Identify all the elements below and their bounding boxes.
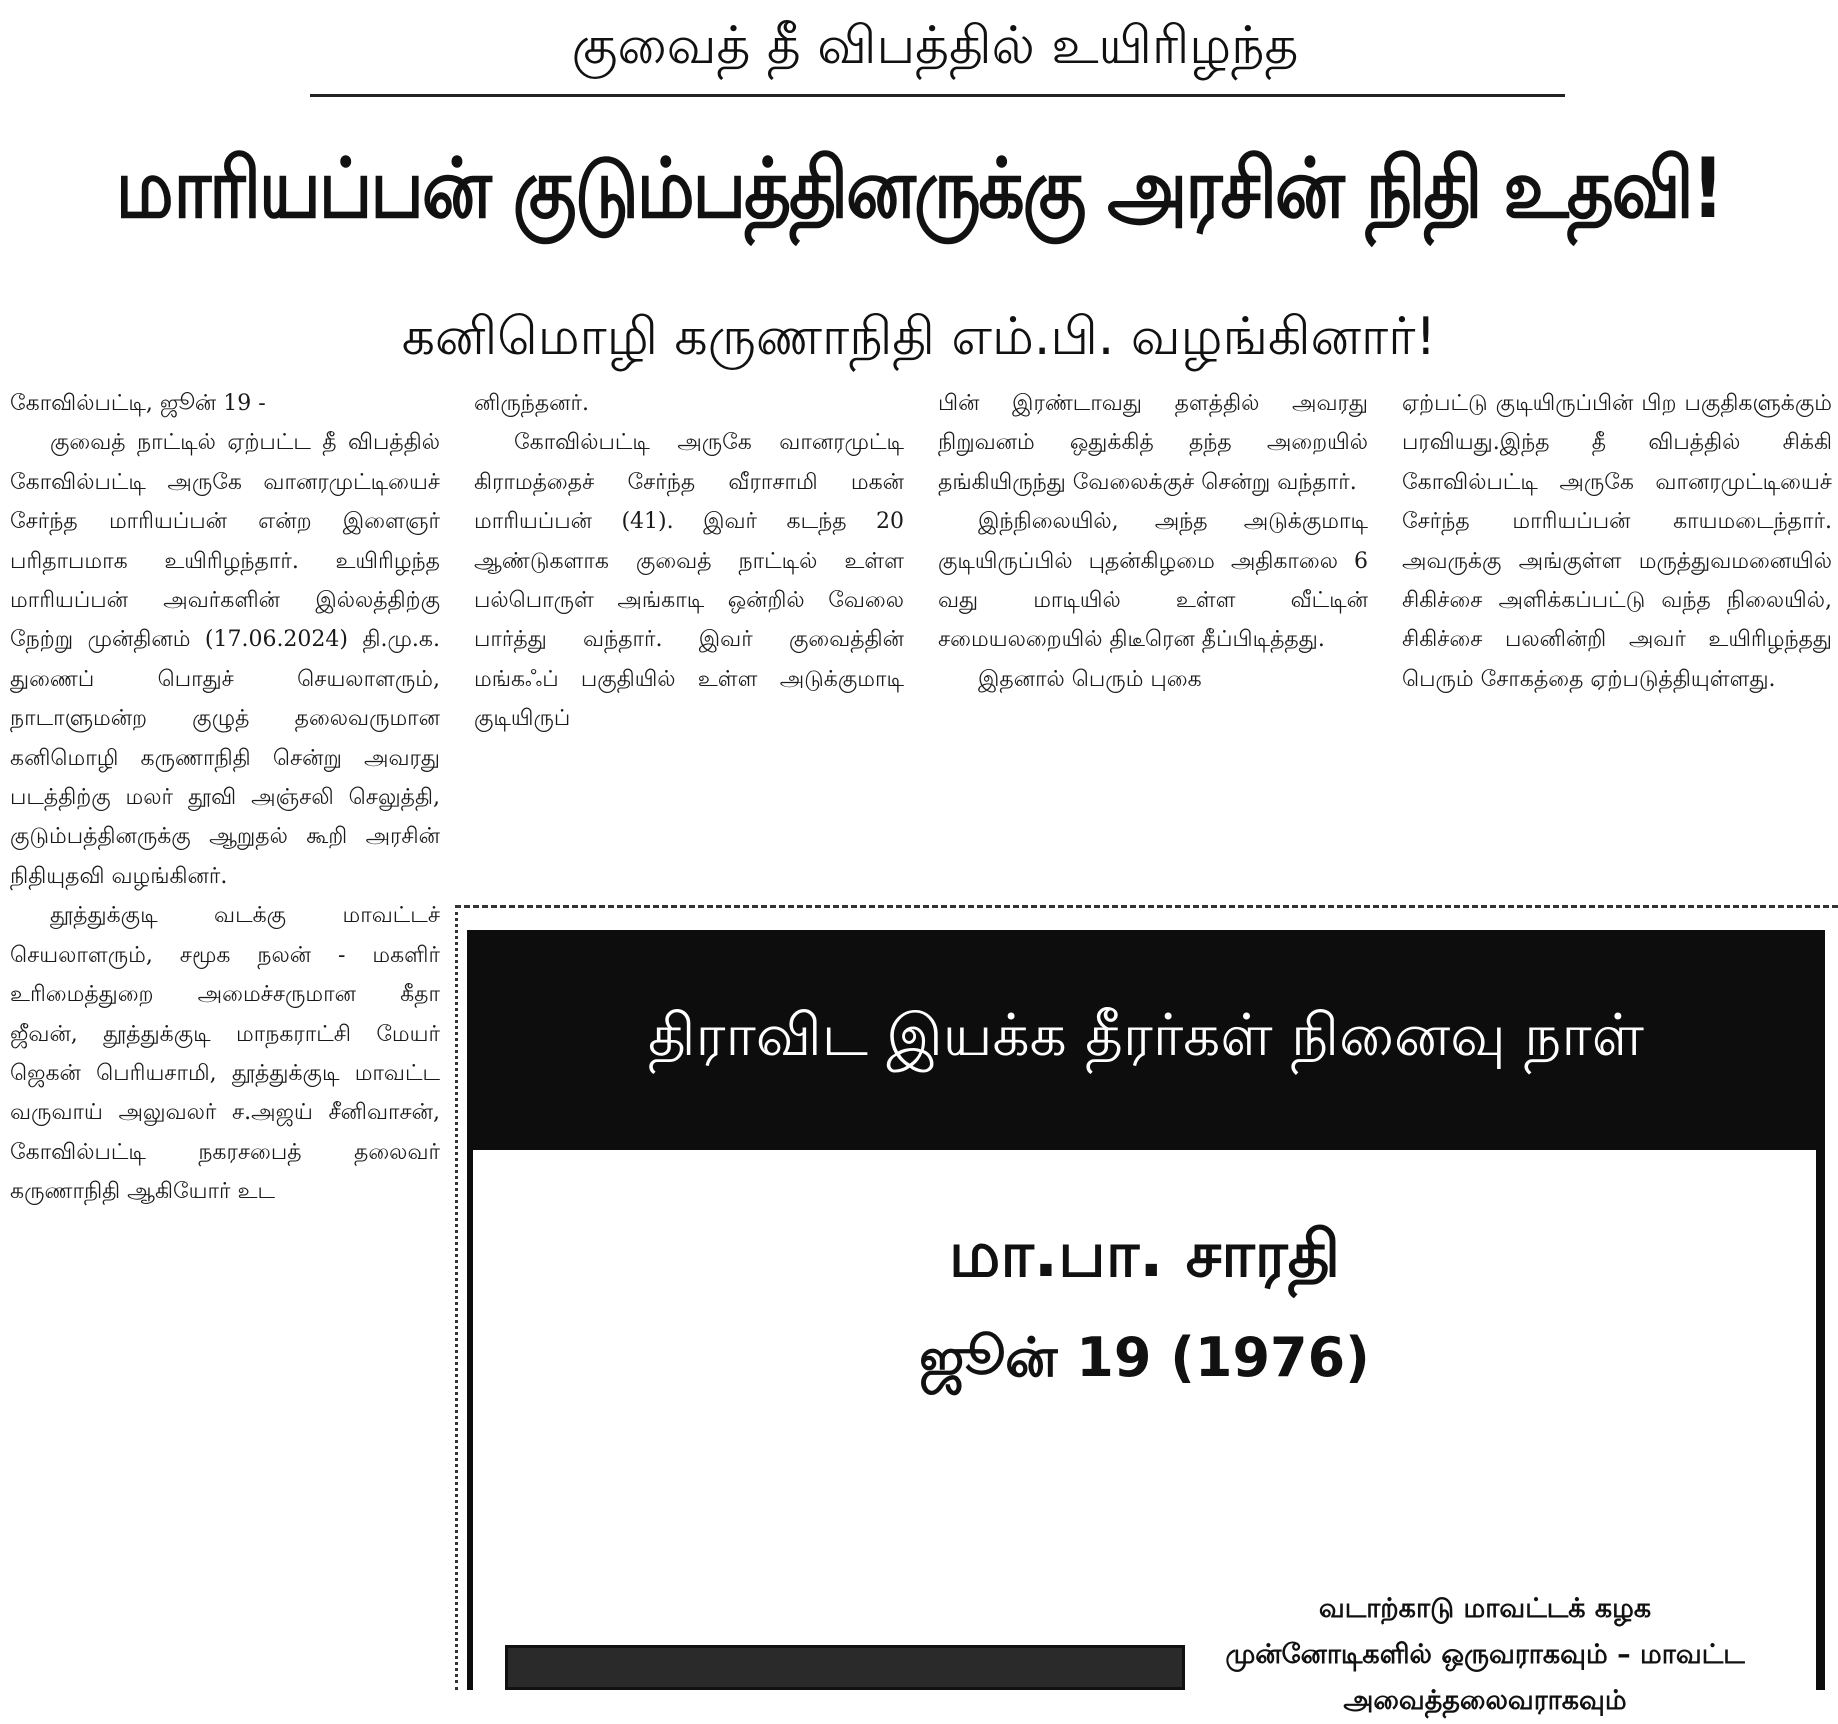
headline-kicker: குவைத் தீ விபத்தில் உயிரிழந்த bbox=[571, 16, 1299, 76]
kicker-underline bbox=[310, 94, 1565, 97]
dateline: கோவில்பட்டி, ஜூன் 19 - bbox=[10, 391, 266, 416]
article-column-3 bbox=[938, 384, 1368, 904]
article-column-4 bbox=[1402, 384, 1832, 904]
article-paragraph: பின் இரண்டாவது தளத்தில் அவரது நிறுவனம் ஒதுக்கித் தந்த அறையில் தங்கியிருந்து வேலைக்குச் சென்று வந்தார். bbox=[938, 391, 1368, 495]
memorial-date: ஜூன் 19 (1976) bbox=[919, 1326, 1370, 1389]
article-column-1 bbox=[10, 384, 440, 1690]
article-paragraph: ஏற்பட்டு குடியிருப்பின் பிற பகுதிகளுக்கும் பரவியது.இந்த தீ விபத்தில் சிக்கி கோவில்பட்டி அருகே வானரமுட்டியைச் சேர்ந்த மாரியப்பன் காயமடைந்தார். அவருக்கு அங்குள்ள மருத்துவமனையில் சிகிச்சை அளிக்கப்பட்டு வந்த நிலையில், சிகிச்சை பலனின்றி அவர் உயிரிழந்தது பெரும் சோகத்தை ஏற்படுத்தியுள்ளது. bbox=[1402, 391, 1832, 692]
article-column-2 bbox=[474, 384, 904, 904]
article-paragraph: குவைத் நாட்டில் ஏற்பட்ட தீ விபத்தில் கோவில்பட்டி அருகே வானரமுட்டியைச் சேர்ந்த மாரியப்பன் என்ற இளைஞர் பரிதாபமாக உயிரிழந்தார். உயிரிழந்த மாரியப்பன் அவர்களின் இல்லத்திற்கு நேற்று முன்தினம் (17.06.2024) தி.மு.க. துணைப் பொதுச் செயலாளரும், நாடாளுமன்ற குழுத் தலைவருமான கனிமொழி கருணாநிதி சென்று அவரது படத்திற்கு மலர் தூவி அஞ்சலி செலுத்தி, குடும்பத்தினருக்கு ஆறுதல் கூறி அரசின் நிதியுதவி வழங்கினர். bbox=[10, 430, 440, 889]
portrait-photo bbox=[505, 1645, 1185, 1690]
column-divider bbox=[455, 905, 458, 1690]
sub-headline: கனிமொழி கருணாநிதி எம்.பி. வழங்கினார்! bbox=[401, 307, 1437, 367]
section-divider bbox=[455, 905, 1838, 908]
article-paragraph: தூத்துக்குடி வடக்கு மாவட்டச் செயலாளரும், சமூக நலன் - மகளிர் உரிமைத்துறை அமைச்சருமான கீதா ஜீவன், தூத்துக்குடி மாநகராட்சி மேயர் ஜெகன் பெரியசாமி, தூத்துக்குடி மாவட்ட வருவாய் அலுவலர் ச.அஜய் சீனிவாசன், கோவில்பட்டி நகரசபைத் தலைவர் கருணாநிதி ஆகியோர் உட bbox=[10, 903, 440, 1205]
article-paragraph: கோவில்பட்டி அருகே வானரமுட்டி கிராமத்தைச் சேர்ந்த வீராசாமி மகன் மாரியப்பன் (41). இவர் கடந்த 20 ஆண்டுகளாக குவைத் நாட்டில் உள்ள பல்பொருள் அங்காடி ஒன்றில் வேலை பார்த்து வந்தார். இவர் குவைத்தின் மங்கஃப் பகுதியில் உள்ள அடுக்குமாடி குடியிருப் bbox=[474, 430, 904, 732]
article-paragraph: னிருந்தனர். bbox=[474, 391, 589, 416]
memorial-title: திராவிட இயக்க தீரர்கள் நினைவு நாள் bbox=[647, 1001, 1645, 1069]
memorial-caption: வடாற்காடு மாவட்டக் கழக முன்னோடிகளில் ஒருவராகவும் – மாவட்ட அவைத்தலைவராகவும் bbox=[1225, 1593, 1745, 1716]
article-paragraph: இந்நிலையில், அந்த அடுக்குமாடி குடியிருப்பில் புதன்கிழமை அதிகாலை 6 வது மாடியில் உள்ள வீட்டின் சமையலறையில் திடீரென தீப்பிடித்தது. bbox=[938, 509, 1368, 653]
article-paragraph: இதனால் பெரும் புகை bbox=[978, 666, 1202, 692]
memorial-name: மா.பா. சாரதி bbox=[948, 1218, 1341, 1292]
main-headline: மாரியப்பன் குடும்பத்தினருக்கு அரசின் நிதி உதவி! bbox=[115, 139, 1723, 237]
